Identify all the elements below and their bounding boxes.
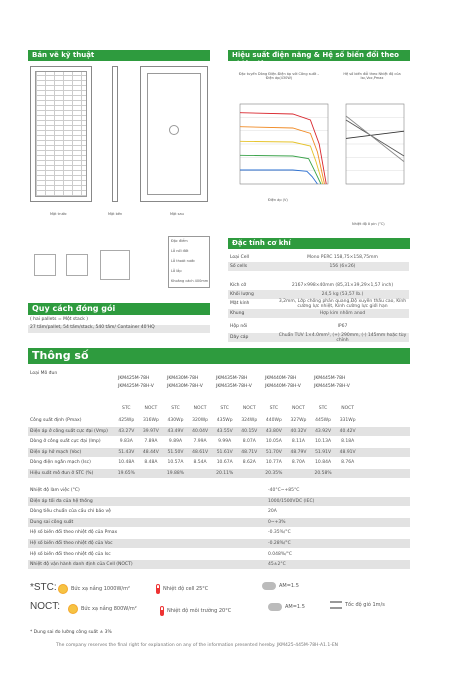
series-line bbox=[346, 120, 404, 156]
row-value: -0.35%/°C bbox=[268, 530, 291, 536]
column-header: NOCT bbox=[341, 406, 355, 411]
table-row bbox=[28, 560, 410, 569]
table-cell: 8.76A bbox=[341, 460, 355, 465]
side-view-label: Mặt bên bbox=[108, 212, 123, 216]
spec-value: 2167×998×40mm (85,31×39,29×1,57 inch) bbox=[291, 283, 394, 288]
row-value: 45±2°C bbox=[268, 562, 286, 568]
table-cell: 48.91V bbox=[339, 449, 356, 455]
row-label: Công suất định (Pmax) bbox=[30, 418, 82, 423]
series-line bbox=[240, 113, 326, 184]
table-cell: 9.83A bbox=[119, 439, 133, 444]
row-label: Hệ số biến đổi theo nhiệt độ của Isc bbox=[30, 551, 111, 557]
table-cell: 10.13A bbox=[315, 439, 332, 444]
legend-item: Lỗ nối đất bbox=[171, 249, 189, 253]
noct-wind: Tốc độ gió 1m/s bbox=[330, 601, 385, 609]
noct-ambient-temp: Nhiệt độ môi trường 20°C bbox=[160, 606, 231, 616]
table-cell: 425Wp bbox=[118, 418, 135, 423]
table-cell: 8.18A bbox=[341, 439, 355, 444]
table-cell: 43.55V bbox=[216, 428, 233, 434]
table-row bbox=[28, 427, 410, 436]
junction-box-icon bbox=[169, 125, 179, 135]
mechanical-row bbox=[228, 333, 409, 342]
model-name: JKM425M-78H JKM425M-78H-V bbox=[118, 376, 154, 389]
front-view-label: Mặt trước bbox=[50, 212, 67, 216]
table-row bbox=[28, 539, 410, 548]
table-row bbox=[28, 458, 410, 467]
table-cell: 10.48A bbox=[118, 460, 135, 465]
table-row bbox=[28, 416, 410, 425]
model-label: Loại Mô đun bbox=[30, 371, 58, 376]
column-header: STC bbox=[171, 406, 180, 411]
row-label: Điện áp tối đa của hệ thống bbox=[30, 498, 93, 504]
iv-chart-title: Đặc tuyến Dòng Điện-Điện áp với Công suất – Điện áp(430W) bbox=[238, 72, 320, 80]
table-cell: 19.88% bbox=[166, 470, 185, 476]
table-row bbox=[28, 448, 410, 457]
column-header: STC bbox=[220, 406, 229, 411]
table-cell: 10.57A bbox=[167, 460, 184, 465]
table-row bbox=[28, 486, 410, 495]
detail-sketch-3 bbox=[100, 250, 130, 280]
spec-key: Kích cỡ bbox=[230, 283, 247, 288]
row-label: Dòng ở công suất cực đại (Imp) bbox=[30, 439, 101, 444]
table-cell: 40.32V bbox=[290, 428, 307, 434]
row-label: Dung sai công suất bbox=[30, 519, 74, 525]
stc-cell-temp: Nhiệt độ cell 25°C bbox=[156, 584, 208, 594]
row-label: Hệ số biến đổi theo nhiệt độ của Pmax bbox=[30, 530, 118, 536]
spec-key: Loại Cell bbox=[230, 255, 250, 260]
spec-key: Hộp nối bbox=[230, 324, 248, 329]
column-header: STC bbox=[318, 406, 328, 411]
table-row bbox=[28, 528, 410, 537]
table-cell: 43.92V bbox=[315, 428, 332, 434]
table-row bbox=[28, 518, 410, 527]
table-cell: 430Wp bbox=[167, 418, 184, 423]
table-cell: 10.05A bbox=[265, 439, 282, 444]
table-cell: 51.70V bbox=[265, 449, 282, 455]
table-cell: 10.77A bbox=[265, 460, 282, 465]
packing-subtitle: ( hai pallets = Một stack ) bbox=[30, 317, 89, 322]
table-cell: 19.65% bbox=[117, 470, 135, 476]
cloud-icon bbox=[268, 603, 282, 611]
column-header: NOCT bbox=[292, 406, 305, 411]
table-cell: 7.99A bbox=[193, 439, 207, 444]
table-cell: 8.70A bbox=[291, 460, 305, 465]
row-value: 0.048%/°C bbox=[268, 551, 293, 557]
mechanical-row bbox=[228, 322, 409, 331]
series-line bbox=[346, 116, 404, 162]
row-label: Dòng tiêu chuẩn của cầu chì bảo vệ bbox=[30, 509, 111, 515]
row-value: 0~+3% bbox=[268, 519, 286, 525]
row-label: Dòng điện ngắn mạch (Isc) bbox=[30, 460, 91, 465]
table-cell: 43.80V bbox=[265, 428, 282, 434]
model-name: JKM445M-78H JKM445M-78H-V bbox=[314, 376, 350, 389]
column-header: NOCT bbox=[193, 406, 207, 411]
table-cell: 43.27V bbox=[118, 428, 135, 434]
spec-value: Hợp kim nhôm anod bbox=[319, 311, 366, 316]
table-cell: 20.11% bbox=[216, 470, 234, 476]
table-row bbox=[28, 550, 410, 559]
table-cell: 440Wp bbox=[265, 418, 282, 423]
table-cell: 8.07A bbox=[242, 439, 256, 444]
table-cell: 48.79V bbox=[290, 449, 307, 455]
drawing-section-title: Bản vẽ kỹ thuật bbox=[28, 50, 210, 61]
column-headers bbox=[28, 406, 410, 411]
parameters-section-title: Thông số bbox=[28, 348, 410, 364]
spec-key: Khung bbox=[230, 311, 245, 316]
table-cell: 316Wp bbox=[142, 418, 159, 423]
drawing-legend bbox=[168, 236, 210, 288]
column-header: NOCT bbox=[242, 406, 256, 411]
cloud-icon bbox=[262, 582, 276, 590]
table-row bbox=[28, 507, 410, 516]
iv-curve-chart bbox=[232, 100, 332, 192]
table-cell: 9.99A bbox=[218, 439, 232, 444]
table-row bbox=[28, 437, 410, 446]
performance-section-title: Hiệu suất điện năng & Hệ số biến đổi theo nhiệt độ bbox=[228, 50, 410, 61]
footer-disclaimer: The company reserves the final right for explanation on any of the information presented hereby. JKM425-445M-78H-A1.1-EN bbox=[56, 643, 339, 648]
model-name: JKM440M-78H JKM440M-78H-V bbox=[265, 376, 301, 389]
table-cell: 40.42V bbox=[339, 428, 356, 434]
sun-icon bbox=[68, 604, 78, 614]
row-label: Điện áp hở mạch (Voc) bbox=[30, 449, 82, 455]
packing-section-title: Quy cách đóng gói bbox=[28, 303, 210, 315]
spec-value: Chuẩn TUV 1×4.0mm², (+) 290mm, (-) 145mm hoặc tùy chỉnh bbox=[278, 332, 407, 343]
spec-value: 3,2mm, Lớp chống phản quang,Độ xuyên thấu cao, Kính cường lực nhiệt, Kính cường lực giới hạn bbox=[278, 298, 407, 309]
table-cell: 8.54A bbox=[193, 460, 207, 465]
table-cell: 320Wp bbox=[192, 418, 209, 423]
row-label: Hiệu suất mô đun ở STC (%) bbox=[30, 470, 94, 476]
table-cell: 9.89A bbox=[168, 439, 183, 444]
model-name: JKM435M-78H JKM435M-78H-V bbox=[216, 376, 252, 389]
table-cell: 51.43V bbox=[118, 449, 135, 455]
sun-icon bbox=[58, 584, 68, 594]
row-label: Hệ số biến đổi theo nhiệt độ của Voc bbox=[30, 541, 113, 546]
noct-am: AM=1.5 bbox=[268, 603, 305, 611]
table-cell: 20.35% bbox=[265, 470, 283, 476]
temperature-coefficient-chart bbox=[338, 100, 408, 192]
table-row bbox=[28, 497, 410, 506]
spec-value: 24,5 kg (53,57 lb.) bbox=[321, 292, 364, 297]
detail-sketch-1 bbox=[34, 254, 56, 276]
thermometer-icon bbox=[160, 606, 164, 616]
table-cell: 8.11A bbox=[291, 439, 305, 444]
noct-irradiance: Bức xạ nắng 800W/m² bbox=[68, 604, 137, 614]
row-label: Nhiệt độ làm việc (°C) bbox=[30, 488, 80, 493]
table-cell: 51.50V bbox=[167, 449, 184, 455]
stc-irradiance: Bức xạ nắng 1000W/m² bbox=[58, 584, 130, 594]
row-value: -40°C~+85°C bbox=[268, 488, 300, 493]
stc-label: *STC: bbox=[30, 582, 57, 593]
row-value: 20A bbox=[268, 509, 277, 515]
footnote: * Dung sai đo lường công suất ± 3% bbox=[30, 630, 112, 635]
table-cell: 48.44V bbox=[142, 449, 159, 455]
mechanical-row bbox=[228, 309, 409, 318]
series-line bbox=[240, 170, 317, 184]
row-label: Điện áp ở công suất cực đại (Vmp) bbox=[30, 428, 108, 434]
legend-item: Lỗ lắp bbox=[171, 269, 182, 273]
spec-value: IP67 bbox=[337, 324, 348, 329]
mechanical-row bbox=[228, 262, 409, 271]
column-header: STC bbox=[122, 406, 131, 411]
side-view-drawing bbox=[112, 66, 118, 202]
table-cell: 51.91V bbox=[315, 449, 332, 455]
mechanical-row bbox=[228, 281, 409, 290]
mechanical-row bbox=[228, 298, 409, 309]
row-label: Nhiệt độ vận hành danh định của Cell (NOCT) bbox=[30, 562, 133, 568]
row-value: 1000/1500VDC (IEC) bbox=[268, 498, 315, 504]
table-cell: 445Wp bbox=[315, 418, 331, 423]
row-value: -0.28%/°C bbox=[268, 541, 291, 546]
temp-chart-title: Hệ số biến đổi theo Nhiệt độ của Isc,Voc,Pmax bbox=[343, 72, 401, 80]
table-cell: 10.67A bbox=[216, 460, 233, 465]
spec-key: Mặt kính bbox=[230, 301, 250, 306]
table-cell: 43.49V bbox=[167, 428, 184, 434]
front-view-drawing bbox=[30, 66, 92, 202]
temp-x-axis-label: Nhiệt độ ô pin (°C) bbox=[352, 222, 385, 226]
noct-label: NOCT: bbox=[30, 601, 60, 612]
table-cell: 51.61V bbox=[216, 449, 233, 455]
table-cell: 39.97V bbox=[142, 428, 159, 434]
packing-line: 27 tấm/pallet, 54 tấm/stack, 540 tấm/ Container 40'HQ bbox=[28, 325, 210, 333]
table-cell: 48.61V bbox=[192, 449, 209, 455]
table-cell: 8.48A bbox=[144, 460, 158, 465]
spec-key: Dây cáp bbox=[230, 335, 249, 340]
spec-value: 156 (6×26) bbox=[329, 264, 356, 269]
table-row bbox=[28, 469, 410, 478]
stc-am: AM=1.5 bbox=[262, 582, 299, 590]
legend-item: Lỗ thoát nước bbox=[171, 259, 196, 263]
table-cell: 20.58% bbox=[314, 470, 332, 476]
table-cell: 10.84A bbox=[315, 460, 332, 465]
table-cell: 327Wp bbox=[290, 418, 307, 423]
table-cell: 331Wp bbox=[339, 418, 356, 423]
column-header: STC bbox=[269, 406, 279, 411]
iv-x-axis-label: Điện áp (V) bbox=[268, 198, 288, 202]
thermometer-icon bbox=[156, 584, 160, 594]
mechanical-section-title: Đặc tính cơ khí bbox=[228, 238, 410, 249]
spec-key: Số cells bbox=[230, 264, 248, 269]
table-cell: 8.62A bbox=[242, 460, 256, 465]
column-header: NOCT bbox=[144, 406, 158, 411]
table-cell: 40.15V bbox=[241, 428, 258, 434]
detail-sketch-2 bbox=[66, 254, 88, 276]
model-name: JKM430M-78H JKM430M-78H-V bbox=[167, 376, 203, 389]
table-cell: 40.04V bbox=[192, 428, 209, 434]
wind-icon bbox=[330, 601, 342, 609]
table-cell: 324Wp bbox=[241, 418, 258, 423]
legend-item: Đặc điểm bbox=[171, 239, 188, 243]
table-cell: 48.71V bbox=[241, 449, 258, 455]
mechanical-row bbox=[228, 253, 409, 262]
series-line bbox=[346, 131, 404, 138]
back-view-drawing bbox=[140, 66, 208, 202]
back-view-label: Mặt sau bbox=[170, 212, 184, 216]
table-cell: 7.89A bbox=[144, 439, 158, 444]
legend-item: Khoảng cách 400mm bbox=[171, 279, 209, 283]
table-cell: 435Wp bbox=[216, 418, 233, 423]
spec-key: Khối lượng bbox=[230, 292, 254, 297]
spec-value: Mono PERC 158,75×158,75mm bbox=[307, 255, 378, 260]
